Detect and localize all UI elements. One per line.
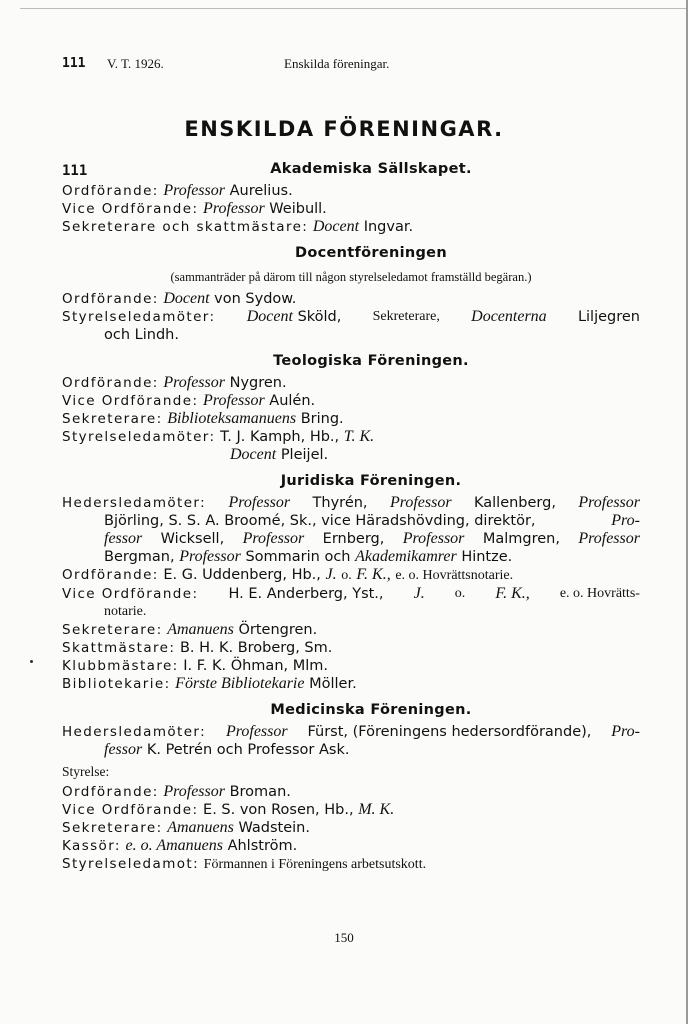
section-number: 111 xyxy=(62,163,88,179)
styrelse-label: Styrelse: xyxy=(62,764,110,779)
entry-sekreterare: Sekreterare: Amanuens Örtengren. xyxy=(62,621,318,638)
margin-mark xyxy=(30,660,33,663)
entry-continuation: fessor K. Petrén och Professor Ask. xyxy=(104,741,350,758)
entry-continuation: och Lindh. xyxy=(104,327,179,343)
running-head-volume: V. T. 1926. xyxy=(107,56,164,71)
section-note: (sammanträder på därom till någon styrelseledamot framställd begäran.) xyxy=(170,270,532,284)
entry-ordforande: Ordförande: Docent von Sydow. xyxy=(62,290,297,307)
section-title: Docentföreningen xyxy=(295,245,447,261)
entry-vice-ordforande: Vice Ordförande: E. S. von Rosen, Hb., M. K. xyxy=(62,801,395,818)
entry-vice-ordforande: Vice Ordförande: Professor Weibull. xyxy=(62,200,327,217)
entry-ordforande: Ordförande: Professor Broman. xyxy=(62,783,291,800)
section-heading-docent xyxy=(62,244,640,266)
entry-hedersledamoter: Hedersledamöter: Professor Fürst, (Föreningens hedersordförande), Pro- xyxy=(62,723,640,740)
entry-klubbmastare: Klubbmästare: I. F. K. Öhman, Mlm. xyxy=(62,658,328,674)
page-title: ENSKILDA FÖRENINGAR. xyxy=(184,117,504,141)
entry-hedersledamoter: Hedersledamöter: Professor Thyrén, Professor Kallenberg, Professor xyxy=(62,494,640,511)
entry-kassor: Kassör: e. o. Amanuens Ahlström. xyxy=(62,837,298,854)
section-heading-teologiska xyxy=(62,352,640,374)
section-title: Akademiska Sällskapet. xyxy=(270,161,472,177)
section-title: Medicinska Föreningen. xyxy=(270,702,472,718)
section-title: Juridiska Föreningen. xyxy=(280,473,462,489)
entry-vice-ordforande: Vice Ordförande: Professor Aulén. xyxy=(62,392,316,409)
entry-continuation: notarie. xyxy=(104,604,147,619)
running-head-number: 111 xyxy=(62,56,86,71)
entry-ordforande: Ordförande: E. G. Uddenberg, Hb., J. o. F. K., e. o. Hovrättsnotarie. xyxy=(62,566,514,583)
entry-sekreterare: Sekreterare: Amanuens Wadstein. xyxy=(62,819,310,836)
running-head-title: Enskilda föreningar. xyxy=(284,56,390,71)
running-head xyxy=(62,56,626,76)
entry-ordforande: Ordförande: Professor Aurelius. xyxy=(62,182,293,199)
content xyxy=(62,160,640,874)
entry-sekreterare: Sekreterare: Biblioteksamanuens Bring. xyxy=(62,410,344,427)
entry-styrelseledamot: Styrelseledamot: Förmannen i Föreningens arbetsutskott. xyxy=(62,856,427,872)
section-heading-akademiska xyxy=(62,160,640,182)
section-heading-medicinska xyxy=(62,701,640,723)
entry-ordforande: Ordförande: Professor Nygren. xyxy=(62,374,287,391)
entry-continuation: fessor Wicksell, Professor Ernberg, Professor Malmgren, Professor xyxy=(104,530,640,547)
entry-continuation: Björling, S. S. A. Broomé, Sk., vice Häradshövding, direktör, Pro- xyxy=(104,512,640,529)
entry-sekreterare: Sekreterare och skattmästare: Docent Ingvar. xyxy=(62,218,414,235)
entry-continuation: Docent Pleijel. xyxy=(230,446,329,463)
entry-styrelseledamoter: Styrelseledamöter: T. J. Kamph, Hb., T. K. xyxy=(62,428,375,445)
top-rule xyxy=(20,8,688,9)
entry-bibliotekarie: Bibliotekarie: Förste Bibliotekarie Möller. xyxy=(62,675,357,692)
entry-vice-ordforande: Vice Ordförande: H. E. Anderberg, Yst., J. o. F. K., e. o. Hovrätts- xyxy=(62,585,640,602)
section-title: Teologiska Föreningen. xyxy=(273,353,469,369)
page-number: 150 xyxy=(334,930,354,945)
entry-continuation: Bergman, Professor Sommarin och Akademikamrer Hintze. xyxy=(104,548,513,565)
entry-styrelseledamoter: Styrelseledamöter: Docent Sköld, Sekreterare, Docenterna Liljegren xyxy=(62,308,640,325)
entry-skattmastare: Skattmästare: B. H. K. Broberg, Sm. xyxy=(62,640,333,656)
section-heading-juridiska xyxy=(62,472,640,494)
